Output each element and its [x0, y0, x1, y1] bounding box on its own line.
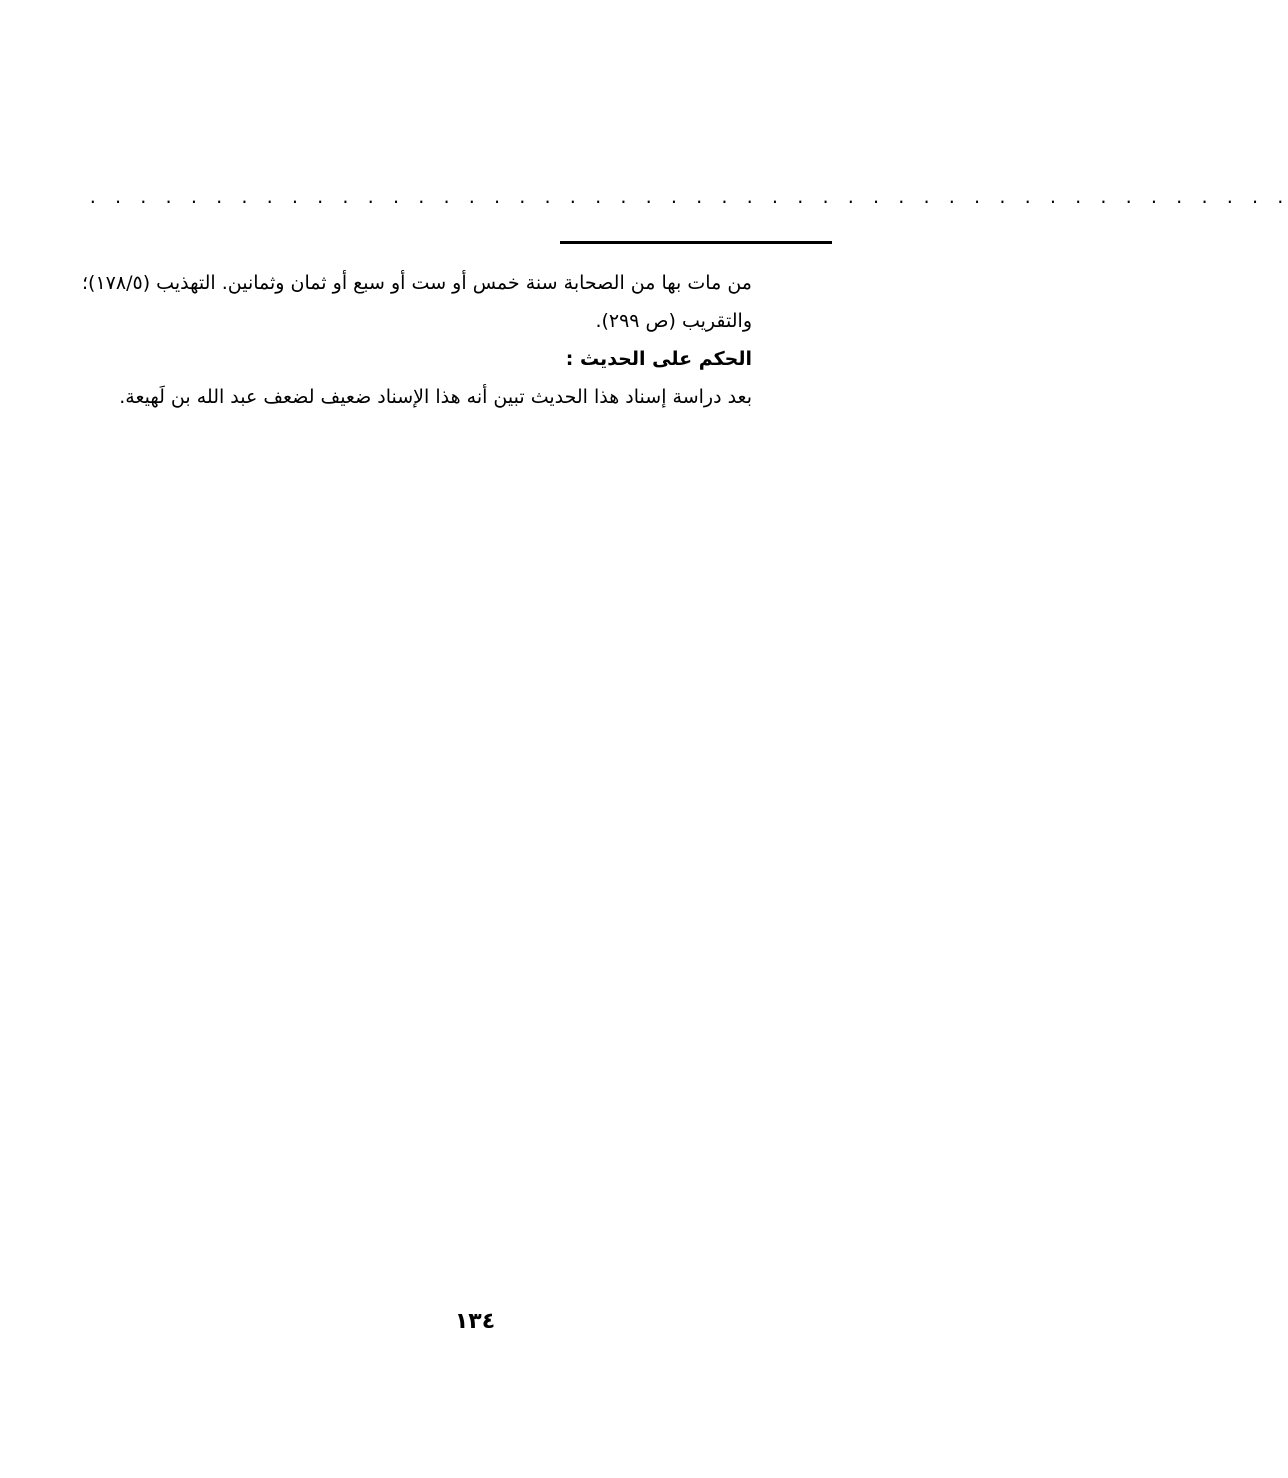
ruling-paragraph: بعد دراسة إسناد هذا الحديث تبين أنه هذا الإسناد ضعيف لضعف عبد الله بن لَهيعة.: [119, 386, 752, 408]
main-text: [82, 264, 752, 416]
footnote-rule: [560, 241, 832, 244]
footnote-paragraph: من مات بها من الصحابة سنة خمس أو ست أو سبع أو ثمان وثمانين. التهذيب (١٧٨/٥)؛ والتقريب (ص ٢٩٩).: [82, 272, 752, 332]
page-number: ١٣٤: [454, 1309, 496, 1334]
section-heading: الحكم على الحديث :: [565, 348, 752, 370]
dotted-separator: . . . . . . . . . . . . . . . . . . . . . . . . . . . . . . . . . . . . . . . . . . . . . . . .: [88, 188, 1288, 207]
